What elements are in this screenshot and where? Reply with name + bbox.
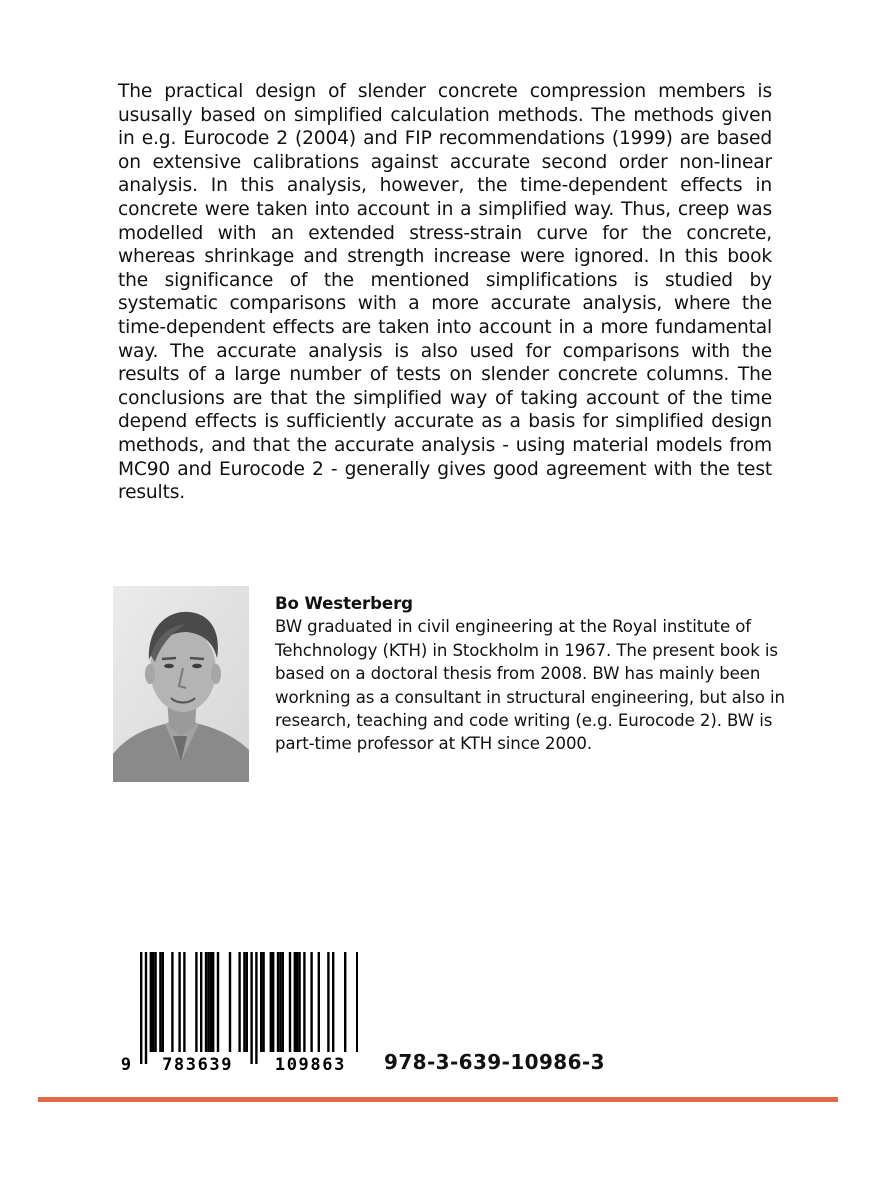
barcode-bar <box>332 952 334 1052</box>
barcode-bar <box>255 952 257 1064</box>
barcode-bar <box>159 952 161 1052</box>
barcode-bar <box>310 952 312 1052</box>
barcode-bar <box>318 952 320 1052</box>
isbn-number: 978-3-639-10986-3 <box>384 1050 605 1074</box>
barcode-bar <box>303 952 305 1052</box>
footer-accent-rule <box>38 1097 838 1102</box>
barcode-bar <box>171 952 173 1052</box>
author-bio-text: BW graduated in civil engineering at the Royal institute of Tehchnology (KTH) in Stockholm in 1967. The present book is based on a doctoral thesis from 2008. BW has mainly been workning as a consultant in structural engineering, but also in research, teaching and code writing (e.g. Eurocode 2). BW is part-time professor at KTH since 2000. <box>275 617 785 754</box>
barcode-bar <box>212 952 214 1052</box>
barcode-bar <box>250 952 252 1064</box>
barcode-digits: 109863 <box>274 1055 346 1075</box>
barcode-bar <box>178 952 180 1052</box>
barcode-bar <box>327 952 329 1052</box>
barcode-bar <box>210 952 212 1052</box>
barcode-bar <box>356 952 358 1052</box>
barcode-bar <box>207 952 209 1052</box>
barcode-bar <box>150 952 152 1052</box>
barcode-digits: 783639 <box>162 1055 234 1075</box>
barcode-bar <box>200 952 202 1052</box>
barcode-bar <box>238 952 240 1052</box>
author-bio-block <box>275 592 815 756</box>
barcode-bar <box>344 952 346 1052</box>
barcode-bar <box>272 952 274 1052</box>
barcode-bar <box>162 952 164 1052</box>
author-photo <box>113 586 249 782</box>
barcode-bar <box>282 952 284 1052</box>
barcode-bar <box>217 952 219 1052</box>
barcode-digits: 9 <box>120 1055 132 1075</box>
barcode-bar <box>152 952 154 1052</box>
isbn-barcode <box>118 950 358 1075</box>
barcode-bar <box>289 952 291 1052</box>
barcode-bar <box>279 952 281 1052</box>
barcode-bar <box>229 952 231 1052</box>
barcode-bar <box>294 952 296 1052</box>
barcode-bar <box>145 952 147 1064</box>
barcode-bar <box>140 952 142 1064</box>
barcode-bar <box>243 952 245 1052</box>
author-name: Bo Westerberg <box>275 594 413 613</box>
back-cover-blurb: The practical design of slender concrete compression members is ususally based on simplified calculation methods. The methods given in e.g. Eurocode 2 (2004) and FIP recommendations (1999) are based on extensive calibrations against accurate second order non-linear analysis. In this analysis, however, the time-dependent effects in concrete were taken into account in a simplified way. Thus, creep was modelled with an extended stress-strain curve for the concrete, whereas shrinkage and strength increase were ignored. In this book the significance of the mentioned simplifications is studied by systematic comparisons with a more accurate analysis, where the time-dependent effects are taken into account in a more fundamental way. The accurate analysis is also used for comparisons with the results of a large number of tests on slender concrete columns. The conclusions are that the simplified way of taking account of the time depend effects is sufficiently accurate as a basis for simplified design methods, and that the accurate analysis - using material models from MC90 and Eurocode 2 - generally gives good agreement with the test results. <box>118 81 772 504</box>
barcode-bar <box>246 952 248 1052</box>
barcode-bar <box>270 952 272 1052</box>
barcode-bar <box>260 952 262 1052</box>
barcode-bar <box>195 952 197 1052</box>
barcode-bar <box>277 952 279 1052</box>
barcode-bar <box>183 952 185 1052</box>
barcode-bar <box>154 952 156 1052</box>
barcode-bar <box>296 952 298 1052</box>
barcode-bar <box>205 952 207 1052</box>
barcode-bar <box>298 952 300 1052</box>
barcode-bar <box>262 952 264 1052</box>
